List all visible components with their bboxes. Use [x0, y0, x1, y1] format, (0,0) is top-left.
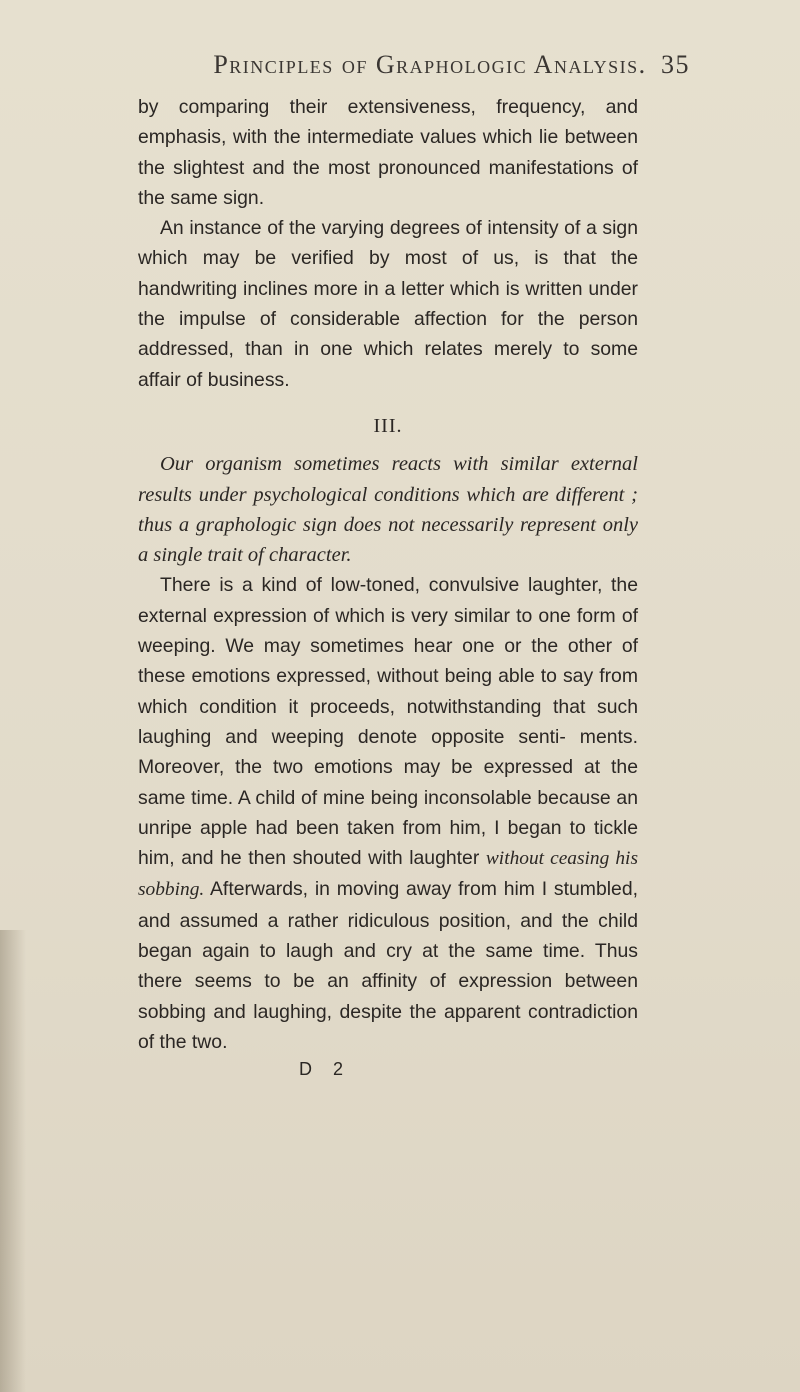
running-head [0, 50, 800, 80]
paragraph-3-part-1: There is a kind of low-toned, convulsive laughter, the external expression of which is very similar to one form of weeping. We may sometimes hear one or the other of these emotions expressed, without being able to say from which condition it proceeds, notwithstanding that such laughing and weeping denote opposite senti- ments. Moreover, the two emotions may be expressed at the same time. A child of mine being inconsolable because an unripe apple had been taken from him, I began to tickle him, and he then shouted with laughter [138, 574, 638, 870]
paragraph-1: by comparing their extensiveness, frequency, and emphasis, with the intermediate values which lie between the slightest and the most pronounced manifestations of the same sign. [138, 96, 638, 209]
paragraph-2: An instance of the varying degrees of intensity of a sign which may be verified by most of us, is that the handwriting inclines more in a letter which is written under the impulse of considerable affection for the person addressed, than in one which relates merely to some affair of business. [138, 217, 638, 391]
page-gutter-shadow [0, 930, 26, 1392]
running-head-title: Principles of Graphologic Analysis. [213, 50, 647, 79]
paragraph-3-emphasis: without ceasing his sobbing. [138, 848, 638, 901]
body-text [138, 92, 638, 1057]
page-number: 35 [661, 50, 690, 79]
signature-mark: D 2 [299, 1059, 352, 1079]
section-thesis: Our organism sometimes reacts with similar external results under psychological conditions which are different ; thus a graphologic sign does not necessarily represent only a single trait of character. [138, 453, 638, 567]
paragraph-3-part-2: Afterwards, in moving away from him I stumbled, and assumed a rather ridiculous position, and the child began again to laugh and cry at the same time. Thus there seems to be an affinity of expression between sobbing and laughing, despite the apparent contradiction of the two. [138, 878, 638, 1053]
paragraph-3 [138, 570, 638, 1057]
section-number: III. [373, 414, 403, 437]
